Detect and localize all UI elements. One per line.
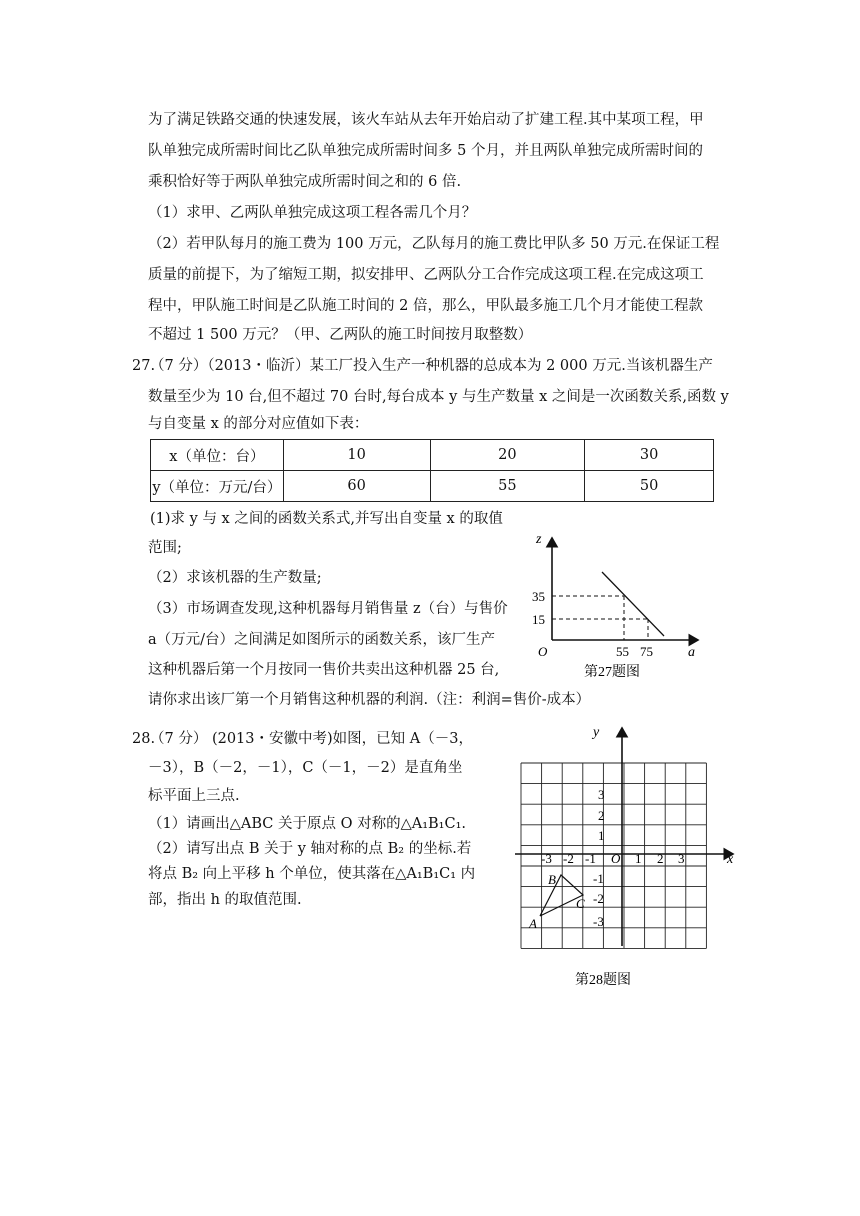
figure-28-point-a: A: [529, 916, 537, 931]
problem-27-q1-line-1: (1)求 y 与 x 之间的函数关系式,并写出自变量 x 的取值: [150, 511, 503, 527]
figure-28-xtick: -3: [541, 851, 552, 866]
intro-line-3: 乘积恰好等于两队单独完成所需时间之和的 6 倍.: [148, 174, 462, 190]
figure-27-xlabel: a: [688, 645, 695, 660]
figure-28-caption: 第28题图: [575, 973, 631, 988]
figure-28-ytick: -2: [593, 891, 604, 906]
figure-28-xtick: -1: [585, 851, 596, 866]
question-2-line-3: 程中，甲队施工时间是乙队施工时间的 2 倍，那么，甲队最多施工几个月才能使工程款: [148, 298, 703, 314]
table-cell: 30: [585, 440, 714, 471]
figure-27-xtick: 75: [640, 644, 653, 659]
problem-27-q2: （2）求该机器的生产数量;: [148, 570, 322, 586]
figure-28-xlabel: x: [727, 852, 734, 867]
problem-28-line-2: －3），B（－2，－1），C（－1，－2）是直角坐: [148, 760, 463, 776]
table-row-label: y（单位：万元/台）: [151, 471, 284, 502]
figure-28-ytick: -3: [593, 914, 604, 929]
problem-27-q1-line-2: 范围;: [148, 540, 182, 556]
figure-28-point-b: B: [548, 872, 556, 887]
table-row-label: x（单位：台）: [151, 440, 284, 471]
table-cell: 60: [283, 471, 430, 502]
intro-line-1: 为了满足铁路交通的快速发展，该火车站从去年开始启动了扩建工程.其中某项工程，甲: [148, 112, 704, 128]
problem-27-q3-line-4: 请你求出该厂第一个月销售这种机器的利润.（注：利润=售价-成本）: [148, 692, 591, 708]
table-row: [151, 471, 714, 502]
problem-27-line-1: （7 分）（2013・临沂）某工厂投入生产一种机器的总成本为 2 000 万元.当该机器生产: [150, 358, 713, 374]
table-cell: 55: [430, 471, 585, 502]
figure-27-origin: O: [538, 644, 548, 659]
figure-28-origin: O: [611, 851, 621, 866]
figure-28-xtick: 1: [635, 851, 642, 866]
question-2-line-1: （2）若甲队每月的施工费为 100 万元，乙队每月的施工费比甲队多 50 万元.在保证工程: [148, 236, 720, 252]
problem-27-number: 27.: [132, 358, 156, 374]
table-row: [151, 440, 714, 471]
figure-28-ytick: 3: [598, 787, 605, 802]
figure-27-caption: 第27题图: [584, 665, 640, 680]
problem-28-line-1: （7 分） (2013・安徽中考)如图，已知 A（－3，: [150, 731, 473, 747]
figure-28-ylabel: y: [593, 725, 600, 740]
figure-28-xtick: 3: [678, 851, 685, 866]
problem-27-q3-line-1: （3）市场调查发现,这种机器每月销售量 z（台）与售价: [148, 601, 508, 617]
problem-28-q1: （1）请画出△ABC 关于原点 O 对称的△A₁B₁C₁.: [148, 816, 467, 832]
problem-27-q3-line-2: a（万元/台）之间满足如图所示的函数关系，该厂生产: [148, 632, 496, 648]
figure-28-point-c: C: [576, 896, 585, 911]
problem-28-number: 28.: [132, 731, 156, 747]
table-cell: 50: [585, 471, 714, 502]
figure-28-ytick: -1: [593, 871, 604, 886]
question-2-line-4: 不超过 1 500 万元？（甲、乙两队的施工时间按月取整数）: [148, 327, 533, 343]
figure-28-xtick: -2: [563, 851, 574, 866]
table-cell: 20: [430, 440, 585, 471]
intro-line-2: 队单独完成所需时间比乙队单独完成所需时间多 5 个月，并且两队单独完成所需时间的: [148, 143, 703, 159]
value-table: [150, 439, 714, 502]
figure-28: [505, 722, 745, 992]
figure-27: [530, 530, 710, 685]
problem-27-line-2: 数量至少为 10 台,但不超过 70 台时,每台成本 y 与生产数量 x 之间是一次函数关系,函数 y: [148, 389, 729, 405]
problem-28-q2-line-2: 将点 B₂ 向上平移 h 个单位，使其落在△A₁B₁C₁ 内: [148, 866, 476, 882]
figure-27-ylabel: z: [536, 532, 542, 547]
figure-28-ytick: 2: [598, 808, 605, 823]
problem-28-line-3: 标平面上三点.: [148, 788, 240, 804]
figure-27-ytick: 35: [532, 589, 545, 604]
problem-27-line-3: 与自变量 x 的部分对应值如下表：: [148, 416, 369, 432]
problem-28-q2-line-1: （2）请写出点 B 关于 y 轴对称的点 B₂ 的坐标.若: [148, 841, 472, 857]
problem-27-q3-line-3: 这种机器后第一个月按同一售价共卖出这种机器 25 台,: [148, 662, 500, 678]
figure-28-ytick: 1: [598, 828, 605, 843]
question-2-line-2: 质量的前提下，为了缩短工期，拟安排甲、乙两队分工合作完成这项工程.在完成这项工: [148, 267, 704, 283]
table-cell: 10: [283, 440, 430, 471]
figure-27-function-line: [602, 572, 664, 636]
figure-27-xtick: 55: [616, 644, 629, 659]
figure-27-ytick: 15: [532, 612, 545, 627]
figure-28-xtick: 2: [657, 851, 664, 866]
problem-28-q2-line-3: 部，指出 h 的取值范围.: [148, 892, 302, 908]
question-1: （1）求甲、乙两队单独完成这项工程各需几个月？: [148, 205, 477, 221]
